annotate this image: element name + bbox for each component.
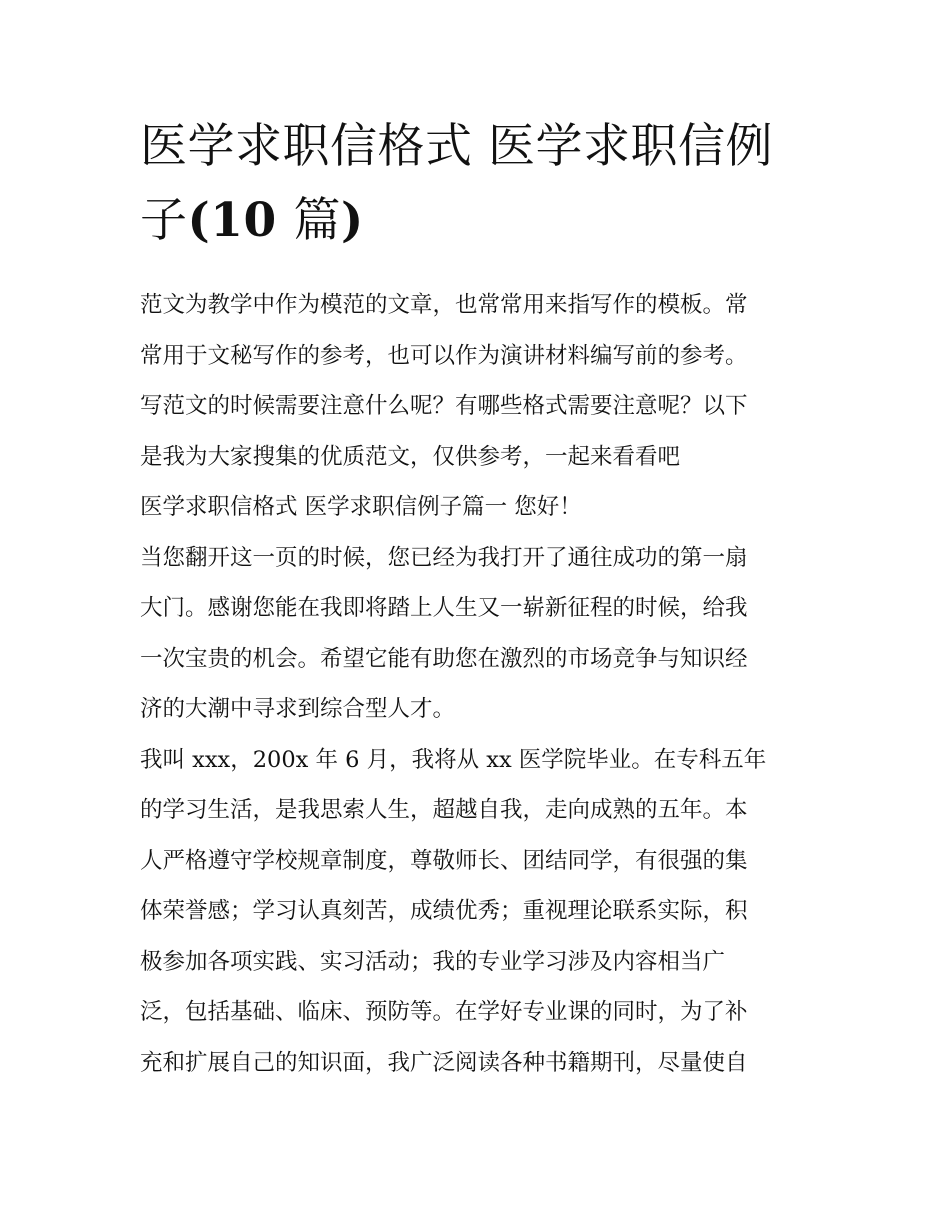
- paragraph-line: 是我为大家搜集的优质范文，仅供参考，一起来看看吧: [140, 443, 681, 470]
- title-part-pian: 篇: [293, 193, 342, 248]
- paragraph-line: 我叫 xxx，200x 年 6 月，我将从 xx 医学院毕业。在专科五年: [140, 746, 767, 773]
- paragraph-line: 一次宝贵的机会。希望它能有助您在激烈的市场竞争与知识经: [140, 645, 748, 672]
- paragraph-line: 医学求职信格式 医学求职信例子篇一 您好！: [140, 494, 582, 520]
- paragraph-opening: [140, 533, 812, 735]
- paragraph-line: 泛，包括基础、临床、预防等。在学好专业课的同时，为了补: [140, 999, 748, 1025]
- paragraph-line: 的学习生活，是我思索人生，超越自我，走向成熟的五年。本: [140, 797, 748, 823]
- paragraph-section-heading: [140, 482, 812, 533]
- document-content: [140, 110, 812, 1088]
- paragraph-line: 极参加各项实践、实习活动；我的专业学习涉及内容相当广: [140, 948, 726, 975]
- title-part-close: ): [341, 193, 364, 248]
- title-part-count: (10: [187, 193, 294, 248]
- paragraph-line: 济的大潮中寻求到综合型人才。: [140, 696, 456, 722]
- paragraph-line: 范文为教学中作为模范的文章，也常常用来指写作的模板。常: [140, 292, 748, 318]
- paragraph-line: 大门。感谢您能在我即将踏上人生又一崭新征程的时候，给我: [140, 595, 748, 621]
- paragraph-line: 写范文的时候需要注意什么呢？有哪些格式需要注意呢？以下: [140, 393, 748, 419]
- paragraph-line: 人严格遵守学校规章制度，尊敬师长、团结同学，有很强的集: [140, 847, 748, 874]
- document-title: [140, 110, 812, 258]
- title-line-2: [140, 184, 812, 258]
- paragraph-line: 充和扩展自己的知识面，我广泛阅读各种书籍期刊，尽量使自: [140, 1049, 748, 1076]
- paragraph-line: 体荣誉感；学习认真刻苦，成绩优秀；重视理论联系实际，积: [140, 898, 748, 924]
- paragraph-line: 当您翻开这一页的时候，您已经为我打开了通往成功的第一扇: [140, 544, 748, 571]
- paragraph-line: 常用于文秘写作的参考，也可以作为演讲材料编写前的参考。: [140, 342, 748, 369]
- paragraph-introduction-self: [140, 735, 812, 1089]
- title-line-1: 医学求职信格式 医学求职信例: [140, 119, 773, 174]
- title-part-zi: 子: [140, 193, 188, 248]
- paragraph-intro: [140, 280, 812, 482]
